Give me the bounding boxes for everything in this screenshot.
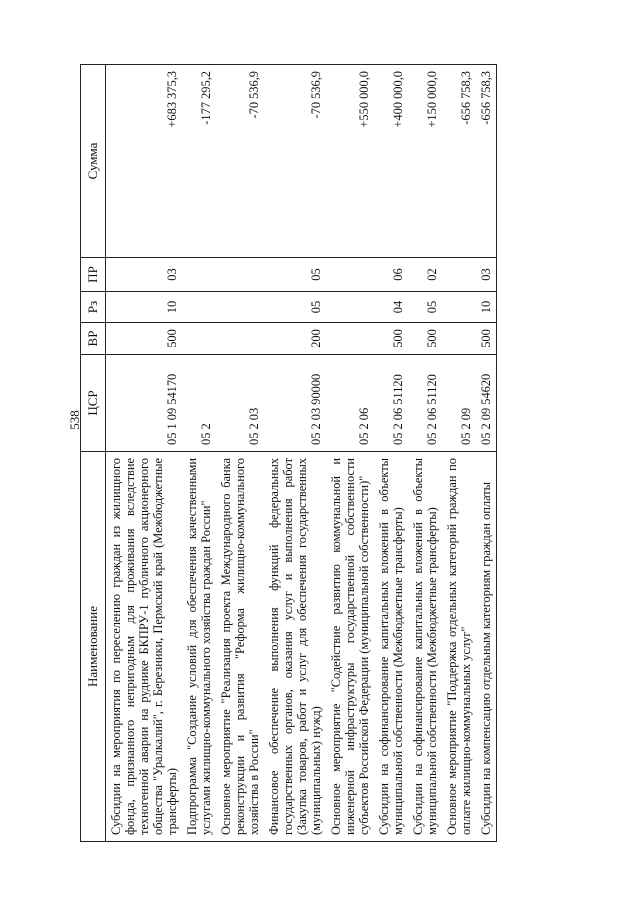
row-pr — [182, 258, 216, 292]
page-number: 538 — [67, 410, 82, 430]
row-csr: 05 2 03 90000 — [264, 355, 326, 452]
row-name: Субсидии на софинансирование капитальных вложений в объекты муниципальной собственности (Межбюджетные трансферты) — [408, 452, 442, 842]
table-row — [408, 65, 442, 842]
row-csr: 05 2 06 51120 — [374, 355, 408, 452]
header-sum: Сумма — [81, 65, 106, 258]
row-vr — [182, 323, 216, 355]
row-name: Субсидии на мероприятия по переселению граждан из жилищного фонда, признанного непригодным для проживания вследствие техногенной аварии на руднике БКПРУ-1 публичного акционерного общества "Уралкалий", г. Березники, Пермский край (Межбюджетные трансферты) — [106, 452, 183, 842]
row-rz — [182, 292, 216, 323]
header-vr: ВР — [81, 323, 106, 355]
row-vr: 500 — [408, 323, 442, 355]
row-vr — [216, 323, 264, 355]
row-sum: +150 000,0 — [408, 65, 442, 258]
row-rz: 04 — [374, 292, 408, 323]
row-rz: 05 — [408, 292, 442, 323]
row-sum: -656 758,3 — [476, 65, 497, 258]
header-pr: ПР — [81, 258, 106, 292]
row-vr: 500 — [476, 323, 497, 355]
row-rz — [326, 292, 374, 323]
row-name: Основное мероприятие "Поддержка отдельных категорий граждан по оплате жилищно-коммунальных услуг" — [442, 452, 476, 842]
header-csr: ЦСР — [81, 355, 106, 452]
row-rz: 10 — [476, 292, 497, 323]
row-sum: +683 375,3 — [106, 65, 183, 258]
row-csr: 05 1 09 54170 — [106, 355, 183, 452]
row-sum: -656 758,3 — [442, 65, 476, 258]
row-csr: 05 2 03 — [216, 355, 264, 452]
table-row — [182, 65, 216, 842]
row-csr: 05 2 — [182, 355, 216, 452]
row-sum: +550 000,0 — [326, 65, 374, 258]
row-vr — [442, 323, 476, 355]
budget-table — [80, 64, 497, 842]
header-rz: Рз — [81, 292, 106, 323]
row-name: Субсидии на компенсацию отдельным категориям граждан оплаты — [476, 452, 497, 842]
row-pr — [442, 258, 476, 292]
row-name: Подпрограмма "Создание условий для обеспечения качественными услугами жилищно-коммунального хозяйства граждан России" — [182, 452, 216, 842]
row-rz: 10 — [106, 292, 183, 323]
row-pr — [326, 258, 374, 292]
row-vr: 500 — [106, 323, 183, 355]
row-vr — [326, 323, 374, 355]
row-sum: -177 295,2 — [182, 65, 216, 258]
row-pr: 05 — [264, 258, 326, 292]
row-pr — [216, 258, 264, 292]
table-row — [476, 65, 497, 842]
row-name: Основное мероприятие "Содействие развитию коммунальной и инженерной инфраструктуры государственной собственности субъектов Российской Федерации (муниципальной собственности)" — [326, 452, 374, 842]
row-rz — [442, 292, 476, 323]
row-csr: 05 2 09 — [442, 355, 476, 452]
table-row — [216, 65, 264, 842]
row-sum: -70 536,9 — [216, 65, 264, 258]
row-pr: 03 — [106, 258, 183, 292]
row-sum: -70 536,9 — [264, 65, 326, 258]
header-name: Наименование — [81, 452, 106, 842]
rotated-page-content — [80, 65, 635, 842]
table-row — [326, 65, 374, 842]
row-pr: 03 — [476, 258, 497, 292]
row-vr: 200 — [264, 323, 326, 355]
row-name: Финансовое обеспечение выполнения функций федеральных государственных органов, оказания услуг и выполнения работ (Закупка товаров, работ и услуг для обеспечения государственных (муниципальных) нужд) — [264, 452, 326, 842]
row-rz — [216, 292, 264, 323]
row-csr: 05 2 09 54620 — [476, 355, 497, 452]
row-csr: 05 2 06 — [326, 355, 374, 452]
table-row — [264, 65, 326, 842]
row-name: Основное мероприятие "Реализация проекта Международного банка реконструкции и развития "Реформа жилищно-коммунального хозяйства в России" — [216, 452, 264, 842]
row-rz: 05 — [264, 292, 326, 323]
table-row — [106, 65, 183, 842]
table-row — [442, 65, 476, 842]
row-name: Субсидии на софинансирование капитальных вложений в объекты муниципальной собственности (Межбюджетные трансферты) — [374, 452, 408, 842]
row-vr: 500 — [374, 323, 408, 355]
table-row — [374, 65, 408, 842]
row-pr: 06 — [374, 258, 408, 292]
row-pr: 02 — [408, 258, 442, 292]
row-csr: 05 2 06 51120 — [408, 355, 442, 452]
header-row — [81, 65, 106, 842]
row-sum: +400 000,0 — [374, 65, 408, 258]
